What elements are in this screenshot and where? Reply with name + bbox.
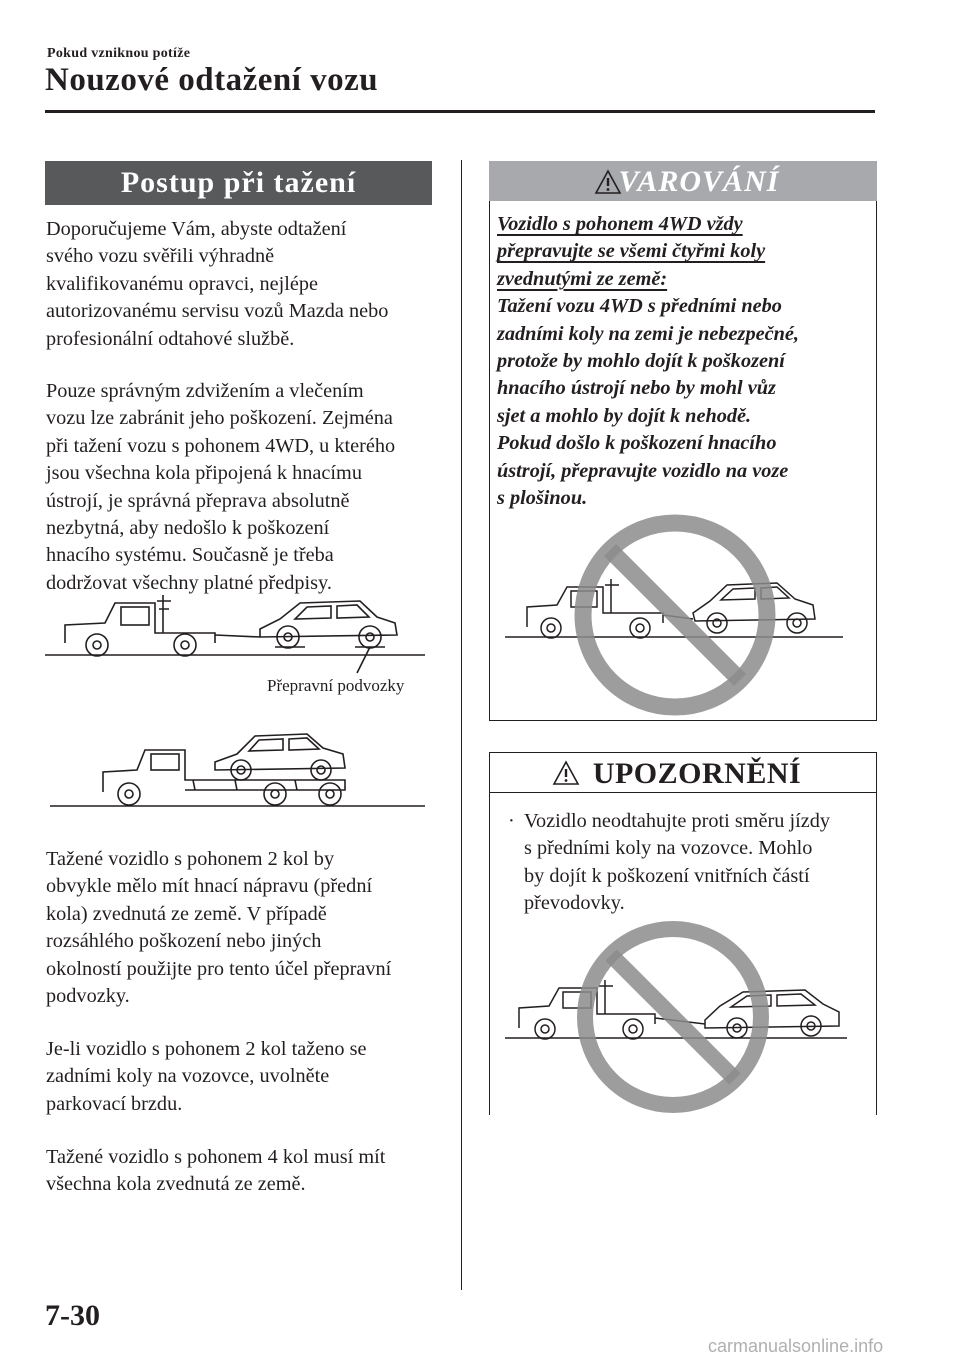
warning-header bbox=[489, 161, 877, 201]
warning-body-line: Tažení vozu 4WD s předními nebo bbox=[497, 295, 782, 318]
paragraph-2wd-rear: Je-li vozidlo s pohonem 2 kol taženo se zadními koly na vozovce, uvolněte parkovací brzdu. bbox=[46, 1038, 367, 1115]
flatbed-truck-illustration bbox=[45, 728, 435, 813]
prohibited-reverse-towing-illustration bbox=[505, 920, 855, 1120]
warning-body-line: hnacího ústrojí nebo by mohl vůz bbox=[497, 377, 776, 400]
page-number: 7-30 bbox=[45, 1299, 100, 1332]
column-divider bbox=[461, 160, 462, 1290]
paragraph-intro: Doporučujeme Vám, abyste odtažení svého vozu svěřili výhradně kvalifikovanému opravci, nejlépe autorizovanému servisu vozů Mazda nebo profesionální odtahové službě. bbox=[46, 218, 389, 350]
caution-header-rule bbox=[489, 792, 877, 793]
prohibition-icon bbox=[585, 929, 761, 1105]
warning-heading-line: přepravujte se všemi čtyřmi koly bbox=[497, 240, 766, 263]
paragraph-proper-towing: Pouze správným zdvižením a vlečením vozu lze zabránit jeho poškození. Zejména při tažení vozu s pohonem 4WD, u kterého jsou všechna kola připojená k hnacímu ústrojí, je správná přeprava absolutně nezbytná, aby nedošlo k poškození hnacího systému. Současně je třeba dodržovat všechny platné předpisy. bbox=[46, 380, 396, 594]
caution-text bbox=[508, 808, 868, 918]
prohibited-4wd-towing-illustration bbox=[505, 515, 850, 715]
warning-text bbox=[497, 211, 869, 512]
warning-body-line: sjet a mohlo by dojít k nehodě. bbox=[497, 404, 752, 427]
title-rule bbox=[45, 110, 875, 113]
figure-caption: Přepravní podvozky bbox=[267, 676, 405, 695]
paragraph-2wd-front: Tažené vozidlo s pohonem 2 kol by obvykle mělo mít hnací nápravu (přední kola) zvednutá ze země. V případě rozsáhlého poškození nebo jiných okolností použijte pro tento účel přepravní podvozky. bbox=[46, 848, 392, 1008]
warning-triangle-icon bbox=[553, 761, 579, 785]
warning-body-line: protože by mohlo dojít k poškození bbox=[497, 350, 785, 373]
caution-title: UPOZORNĚNÍ bbox=[592, 757, 802, 790]
warning-body-line: ústrojí, přepravujte vozidlo na voze bbox=[497, 459, 789, 482]
paragraph-4wd: Tažené vozidlo s pohonem 4 kol musí mít všechna kola zvednutá ze země. bbox=[46, 1146, 386, 1196]
warning-body-line: zadními koly na zemi je nebezpečné, bbox=[497, 322, 799, 345]
page-title: Nouzové odtažení vozu bbox=[45, 62, 379, 98]
caution-header bbox=[489, 752, 877, 792]
prohibition-icon bbox=[583, 523, 767, 707]
bullet-icon: · bbox=[508, 810, 515, 832]
section-heading: Postup při tažení bbox=[45, 161, 432, 205]
caution-item: Vozidlo neodtahujte proti směru jízdy s předními koly na vozovce. Mohlo by dojít k poškození vnitřních částí převodovky. bbox=[524, 810, 831, 915]
warning-heading-line: zvednutými ze země: bbox=[497, 267, 668, 290]
section-label: Pokud vzniknou potíže bbox=[47, 46, 191, 61]
warning-heading-line: Vozidlo s pohonem 4WD vždy bbox=[497, 213, 743, 235]
warning-body-line: Pokud došlo k poškození hnacího bbox=[497, 432, 777, 455]
warning-title: VAROVÁNÍ bbox=[618, 165, 780, 198]
tow-truck-dollies-illustration bbox=[45, 585, 435, 675]
warning-body-line: s plošinou. bbox=[497, 487, 588, 510]
watermark: carmanualsonline.info bbox=[708, 1336, 884, 1356]
